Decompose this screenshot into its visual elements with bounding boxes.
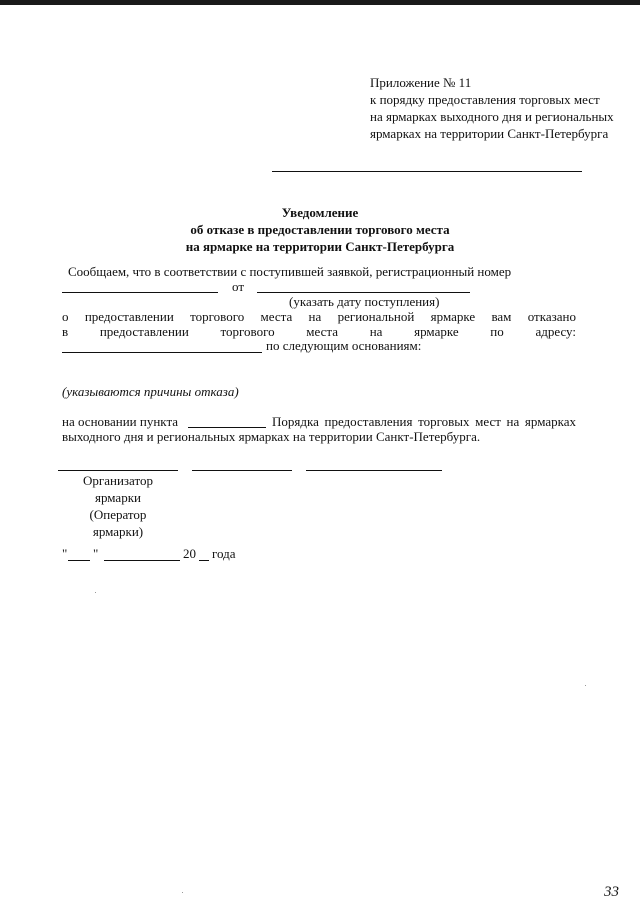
appendix-header — [370, 74, 614, 142]
organizer-label-line: (Оператор — [89, 507, 147, 522]
year-blank — [199, 560, 209, 561]
title-line: на ярмарке на территории Санкт-Петербурга — [185, 239, 455, 254]
basis-text-continued: Порядка предоставления торговых мест на ярмарках — [272, 414, 576, 429]
document-title — [0, 204, 640, 255]
day-blank — [68, 560, 90, 561]
scan-speck — [182, 892, 183, 893]
organizer-label-line: ярмарки — [95, 490, 141, 505]
addressee-line — [272, 171, 582, 172]
address-blank — [62, 352, 262, 353]
year-suffix: года — [212, 546, 236, 561]
intro-text: Сообщаем, что в соответствии с поступившей заявкой, регистрационный номер — [68, 264, 512, 279]
address-text-line: в предоставлении торгового места на ярмарке по адресу: — [62, 324, 576, 339]
registration-number-blank — [62, 292, 218, 293]
year-prefix: 20 — [183, 546, 196, 561]
scan-top-border — [0, 0, 640, 5]
from-word: от — [232, 279, 245, 294]
scan-speck — [585, 685, 586, 686]
organizer-label-line: Организатор — [83, 473, 153, 488]
date-quote-close: " — [93, 546, 99, 561]
signature-line — [192, 470, 292, 471]
basis-text-start: на основании пункта — [62, 414, 179, 429]
page-number: 33 — [604, 884, 619, 900]
appendix-line: к порядку предоставления торговых мест — [370, 92, 600, 107]
date-quote-open: " — [62, 546, 68, 561]
appendix-line: ярмарках на территории Санкт-Петербурга — [370, 126, 609, 141]
grounds-text: по следующим основаниям: — [266, 338, 422, 353]
refusal-text-line: о предоставлении торгового места на региональной ярмарке вам отказано — [62, 309, 576, 324]
reasons-hint: (указываются причины отказа) — [62, 384, 239, 399]
title-line: Уведомление — [281, 205, 359, 220]
appendix-line: на ярмарках выходного дня и региональных — [370, 109, 614, 124]
basis-text-line2: выходного дня и региональных ярмарках на территории Санкт-Петербурга. — [62, 429, 481, 444]
appendix-line: Приложение № 11 — [370, 75, 472, 90]
organizer-label — [58, 472, 178, 540]
clause-number-blank — [188, 427, 266, 428]
title-line: об отказе в предоставлении торгового места — [190, 222, 450, 237]
date-hint: (указать дату поступления) — [289, 294, 440, 309]
name-line — [306, 470, 442, 471]
organizer-signature-line — [58, 470, 178, 471]
month-blank — [104, 560, 180, 561]
scan-speck — [95, 592, 96, 593]
organizer-label-line: ярмарки) — [92, 524, 144, 539]
receipt-date-blank — [257, 292, 470, 293]
